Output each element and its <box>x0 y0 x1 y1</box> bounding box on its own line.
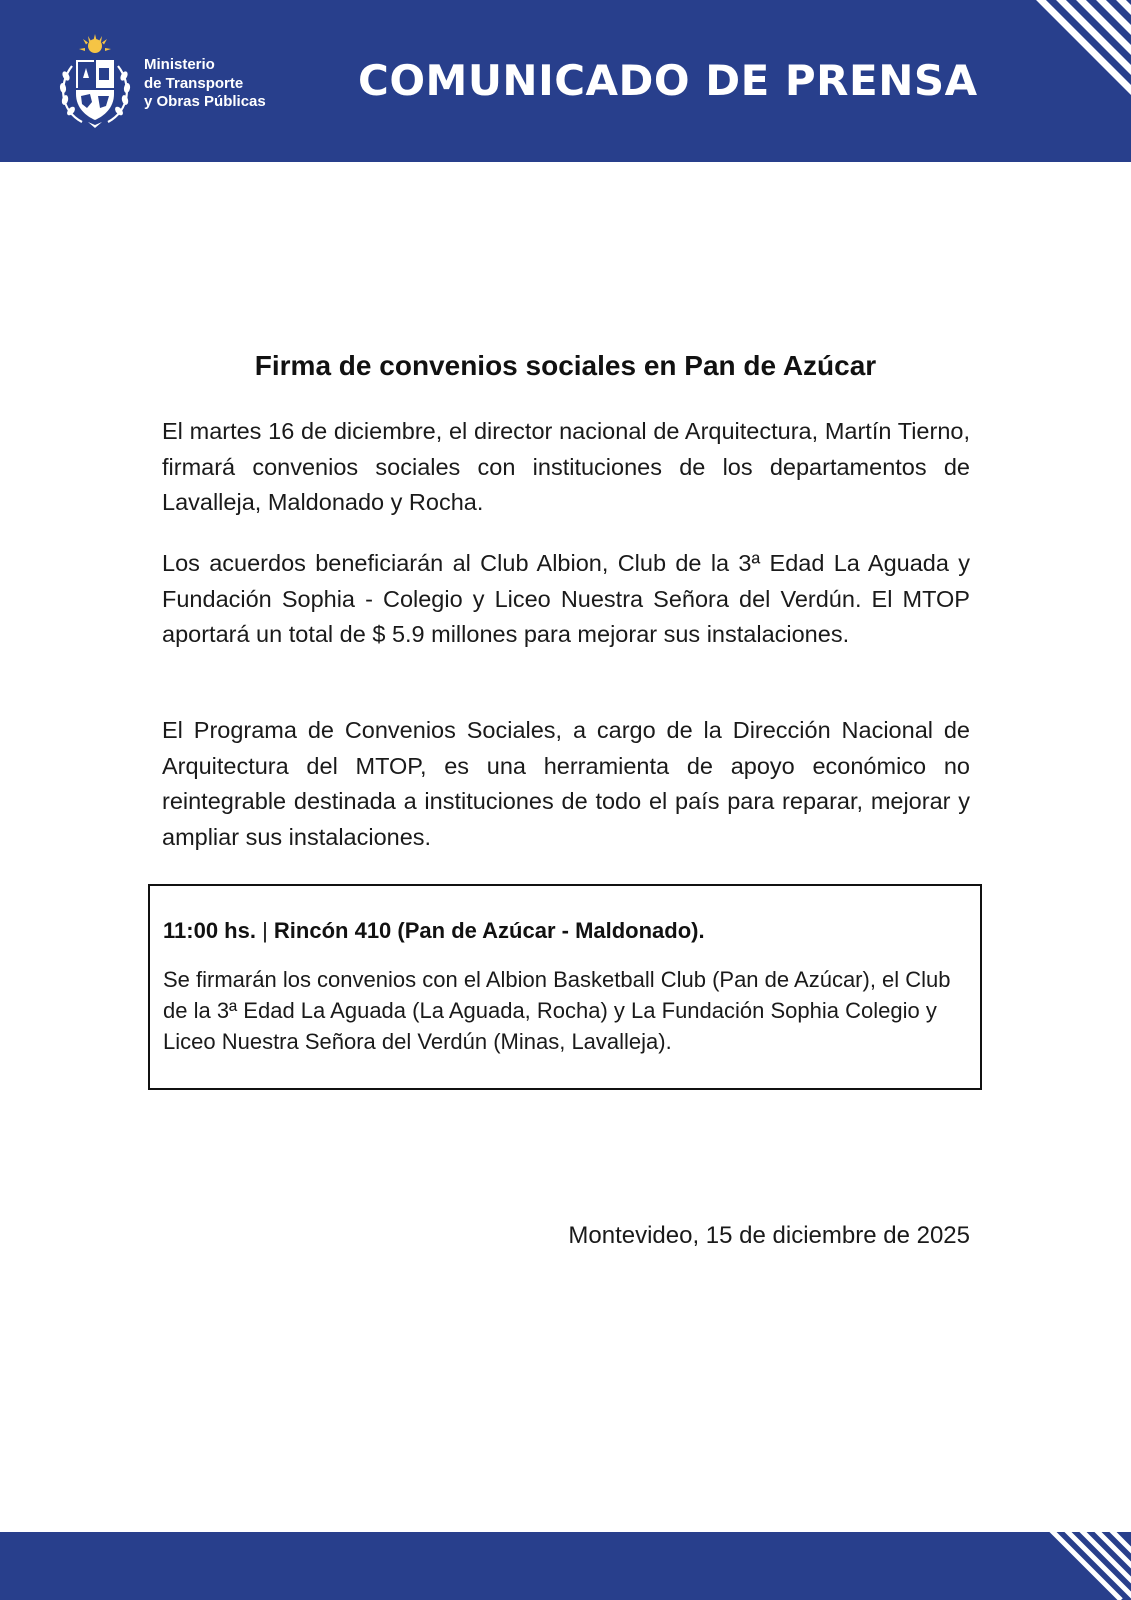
place-and-date: Montevideo, 15 de diciembre de 2025 <box>568 1222 970 1249</box>
event-heading <box>163 918 705 944</box>
event-time: 11:00 hs. <box>163 918 256 943</box>
footer-banner <box>0 1532 1131 1600</box>
paragraph-1: El martes 16 de diciembre, el director nacional de Arquitectura, Martín Tierno, firmará convenios sociales con instituciones de los departamentos de Lavalleja, Maldonado y Rocha. <box>162 418 970 515</box>
ministry-name-line-3: y Obras Públicas <box>144 93 266 110</box>
paragraph-2: Los acuerdos beneficiarán al Club Albion, Club de la 3ª Edad La Aguada y Fundación Sophia - Colegio y Liceo Nuestra Señora del Verdún. El MTOP aportará un total de $ 5.9 millones para mejorar sus instalaciones. <box>162 550 970 647</box>
decorative-stripes-icon <box>1021 0 1131 110</box>
event-location: Rincón 410 (Pan de Azúcar - Maldonado). <box>273 918 705 943</box>
press-release-title: COMUNICADO DE PRENSA <box>358 56 978 105</box>
document-title: Firma de convenios sociales en Pan de Azúcar <box>254 350 877 381</box>
paragraph-3: El Programa de Convenios Sociales, a cargo de la Dirección Nacional de Arquitectura del MTOP, es una herramienta de apoyo económico no reintegrable destinada a instituciones de todo el país para reparar, mejorar y ampliar sus instalaciones. <box>162 717 970 850</box>
event-separator: | <box>262 918 268 943</box>
coat-of-arms-icon <box>54 32 136 132</box>
ministry-name-line-2: de Transporte <box>144 74 244 92</box>
event-box <box>148 884 982 1090</box>
decorative-stripes-icon <box>1041 1532 1131 1600</box>
ministry-name <box>144 56 266 112</box>
header-banner <box>0 0 1131 162</box>
ministry-name-line-1: Ministerio <box>144 56 215 73</box>
event-description: Se firmarán los convenios con el Albion Basketball Club (Pan de Azúcar), el Club de la 3ª Edad La Aguada (La Aguada, Rocha) y La Fundación Sophia Colegio y Liceo Nuestra Señora del Verdún (Minas, Lavalleja). <box>163 967 951 1054</box>
